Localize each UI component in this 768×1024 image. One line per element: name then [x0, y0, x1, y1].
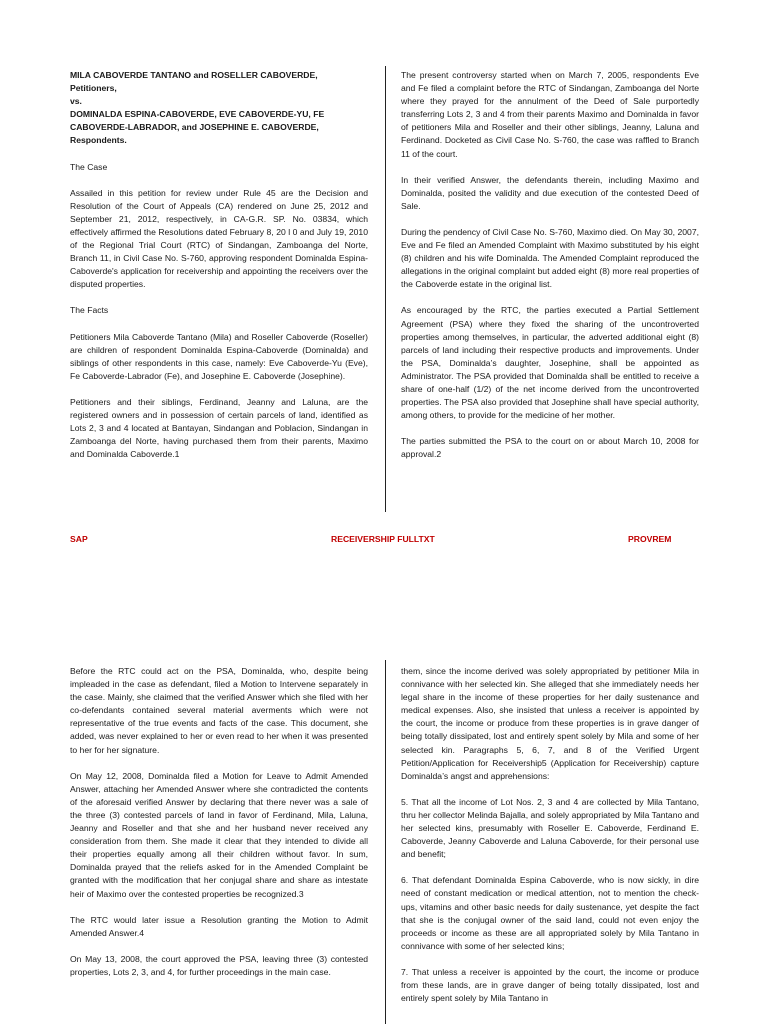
paragraph: The present controversy started when on March 7, 2005, respondents Eve and Fe filed a complaint before the RTC of Sindangan, Zamboanga del Norte where they prayed for the annulment of the Deed of Sale purportedly transferring Lots 2, 3 and 4 from their parents Maximo and Dominalda in favor of petitioners Mila and Roseller and their other siblings, Jeanny, Laluna and Ferdinand. Docketed as Civil Case No. S-760, the case was raffled to Branch 11 of the court. [401, 70, 699, 159]
footer-left: SAP [70, 534, 88, 544]
paragraph: On May 13, 2008, the court approved the PSA, leaving three (3) contested properties, Lots 2, 3, and 4, for further proceedings in the main case. [70, 953, 368, 977]
paragraph: 7. That unless a receiver is appointed by the court, the income or produce from these lands, are in grave danger of being totally dissipated, lost and entirely spent solely by Mila Tantano in [401, 966, 699, 1004]
paragraph: Petitioners and their siblings, Ferdinand, Jeanny and Laluna, are the registered owners and in possession of certain parcels of land, identified as Lots 2, 3 and 4 located at Bantayan, Sindangan and Poblacion, Sindangan in Zamboanga del Norte, having purchased them from their parents, Maximo and Dominalda Caboverde.1 [70, 396, 368, 460]
paragraph: The parties submitted the PSA to the court on or about March 10, 2008 for approval.2 [401, 436, 699, 460]
paragraph: As encouraged by the RTC, the parties executed a Partial Settlement Agreement (PSA) where they fixed the sharing of the uncontroverted properties among themselves, in particular, the adverted additional eight (8) parcels of land including their respective products and improvements. Under the PSA, Dominalda’s daughter, Josephine, shall be appointed as Administrator. The PSA provided that Dominalda shall be entitled to receive a share of one-half (1/2) of the net income derived from the uncontroverted properties. The PSA also provided that Josephine shall have special authority, among others, to provide for the medicine of her mother. [401, 305, 699, 421]
paragraph: During the pendency of Civil Case No. S-760, Maximo died. On May 30, 2007, Eve and Fe filed an Amended Complaint with Maximo substituted by his eight (8) children and his wife Dominalda. The Amended Complaint reproduced the allegations in the original complaint but added eight (8) more real properties of the Caboverde estate in the original list. [401, 226, 699, 290]
paragraph: Assailed in this petition for review under Rule 45 are the Decision and Resolution of the Court of Appeals (CA) rendered on June 25, 2012 and September 21, 2012, respectively, in CA-G.R. SP. No. 03834, which effectively affirmed the Resolutions dated February 8, 20 l 0 and July 19, 2010 of the Regional Trial Court (RTC) of Sindangan, Zamboanga del Norte, Branch 11, in Civil Case No. S-760, approving respondent Dominalda Espina-Caboverde's application for receivership and appointing the receivers over the disputed properties. [70, 187, 368, 290]
paragraph: Before the RTC could act on the PSA, Dominalda, who, despite being impleaded in the case as defendant, filed a Motion to Intervene separately in the case. Mainly, she claimed that the verified Answer which she filed with her co-defendants contained several material averments which were not representative of the true events and facts of the case. This document, she added, was never explained to her or even read to her when it was presented to her for her signature. [70, 666, 368, 755]
top-left-column [70, 69, 368, 474]
bottom-right-column [401, 665, 699, 1018]
bottom-left-column [70, 665, 368, 992]
paragraph: On May 12, 2008, Dominalda filed a Motion for Leave to Admit Amended Answer, attaching her Amended Answer where she contradicted the contents of the aforesaid verified Answer by declaring that there never was a sale of the three (3) contested parcels of land in favor of Ferdinand, Mila, Laluna, Jeanny and Roseller and that she and her husband never received any consideration from them. She made it clear that they intended to divide all their properties equally among all their children without favor. In sum, Dominalda prayed that the reliefs asked for in the Amended Complaint be granted with the modification that her conjugal share and share as intestate heir of Maximo over the contested properties be recognized.3 [70, 770, 368, 899]
paragraph: 6. That defendant Dominalda Espina Caboverde, who is now sickly, in dire need of constant medication or medical attention, not to mention the check-ups, vitamins and other basic needs for daily sustenance, yet despite the fact that she is the conjugal owner of the said land, could not even enjoy the proceeds or income as these are all appropriated solely by Mila Tantano in connivance with some of her selected kins; [401, 875, 699, 951]
caption-line: vs. [70, 96, 82, 107]
paragraph: The RTC would later issue a Resolution granting the Motion to Admit Amended Answer.4 [70, 914, 368, 938]
top-right-column [401, 69, 699, 474]
case-caption [70, 69, 368, 148]
paragraph: Petitioners Mila Caboverde Tantano (Mila) and Roseller Caboverde (Roseller) are children of respondent Dominalda Espina-Caboverde (Dominalda) and siblings of other respondents in this case, namely: Eve Caboverde-Yu (Eve), Fe Caboverde-Labrador (Fe), and Josephine E. Caboverde (Josephine). [70, 331, 368, 381]
caption-line: DOMINALDA ESPINA-CABOVERDE, EVE CABOVERDE-YU, FE [70, 109, 325, 120]
caption-line: Petitioners, [70, 83, 117, 94]
paragraph: them, since the income derived was solely appropriated by petitioner Mila in connivance with her selected kin. She alleged that she immediately needs her legal share in the income of these properties for her daily sustenance and medical expenses. Also, she insisted that unless a receiver is appointed by the court, the income or produce from these properties is in grave danger of being totally dissipated, lost and entirely spent solely by Mila and some of her selected kin. Paragraphs 5, 6, 7, and 8 of the Verified Urgent Petition/Application for Receivership5 (Application for Receivership) capture Dominalda’s angst and apprehensions: [401, 666, 699, 781]
column-divider [385, 660, 386, 1024]
footer-center: RECEIVERSHIP FULLTXT [331, 534, 435, 544]
column-divider [385, 66, 386, 512]
bottom-page [0, 655, 768, 1024]
paragraph: In their verified Answer, the defendants therein, including Maximo and Dominalda, posited the validity and due execution of the contested Deed of Sale. [401, 174, 699, 211]
footer-right: PROVREM [628, 534, 672, 544]
caption-line: Respondents. [70, 135, 127, 146]
section-heading: The Case [70, 161, 108, 172]
section-heading: The Facts [70, 305, 109, 316]
paragraph: 5. That all the income of Lot Nos. 2, 3 and 4 are collected by Mila Tantano, thru her collector Melinda Bajalla, and solely appropriated by Mila Tantano and her selected kins, presumably with Roseller E. Caboverde, Ferdinand E. Caboverde, Jeanny Caboverde and Laluna Caboverde, for their personal use and benefit; [401, 796, 699, 860]
caption-line: MILA CABOVERDE TANTANO and ROSELLER CABOVERDE, [70, 70, 318, 80]
caption-line: CABOVERDE-LABRADOR, and JOSEPHINE E. CABOVERDE, [70, 122, 319, 133]
